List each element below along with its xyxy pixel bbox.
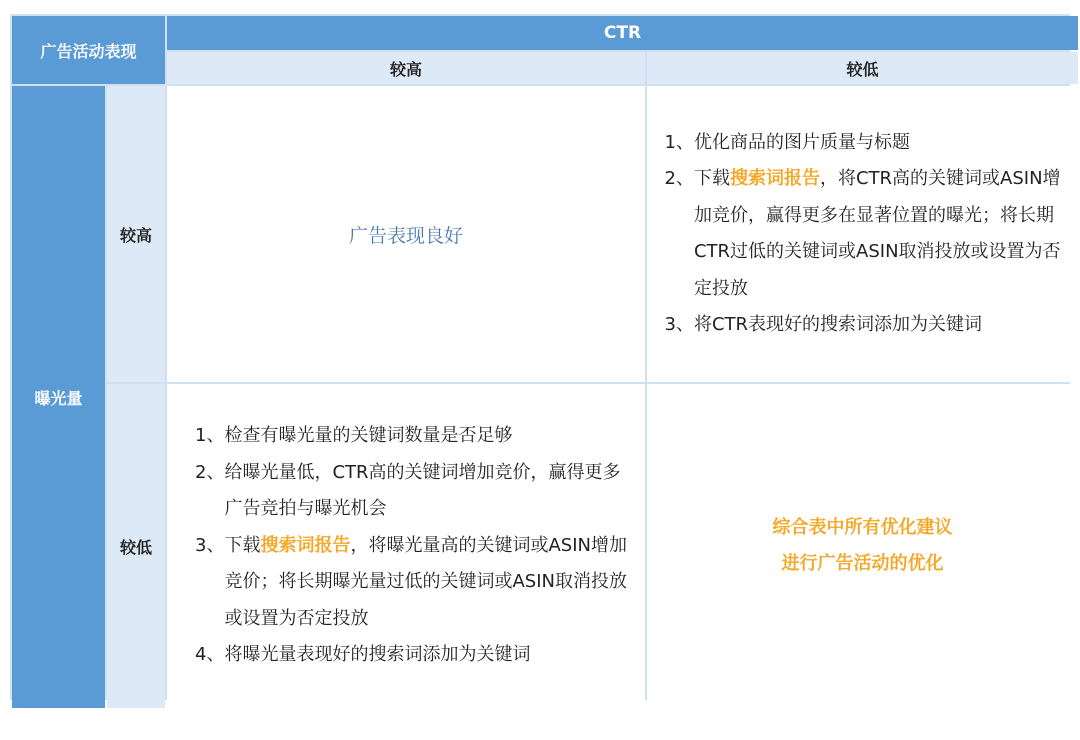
ctr-low-header: 较低 <box>647 52 1078 84</box>
highlighted-term: 搜索词报告 <box>729 168 820 189</box>
list-item <box>195 528 627 638</box>
exposure-header: 曝光量 <box>12 86 105 708</box>
list-item-text-segment: 下载 <box>224 534 261 556</box>
list-item-text-segment: 将CTR表现好的搜索词添加为关键词 <box>693 314 983 335</box>
list-item <box>665 125 1065 162</box>
list-item-text-segment: ，将曝光量高的关键词或ASIN增加竞价；将长期曝光量过低的关键词或ASIN取消投放或设置为否定投放 <box>224 534 627 629</box>
list-item-text-segment: ，将CTR高的关键词或ASIN增加竞价，赢得更多在显著位置的曝光；将长期CTR过低的关键词或ASIN取消投放或设置为否定投放 <box>693 168 1061 299</box>
list-item-number: 1、 <box>195 425 225 447</box>
list-item-text <box>694 161 1065 307</box>
list-item-number: 3、 <box>664 314 694 335</box>
ad-performance-matrix <box>10 14 1070 700</box>
summary-line-1: 综合表中所有优化建议 <box>772 517 953 538</box>
good-performance-text: 广告表现良好 <box>348 224 463 247</box>
list-item-number: 1、 <box>664 131 694 153</box>
list-item <box>665 161 1065 307</box>
list-item-number: 2、 <box>664 168 694 189</box>
list-item <box>195 455 627 528</box>
list-item-text-segment: 将曝光量表现好的搜索词添加为关键词 <box>224 644 531 666</box>
list-item-number: 2、 <box>195 461 225 483</box>
list-item-text <box>694 307 1065 344</box>
suggestion-list <box>195 418 627 674</box>
exposure-high-header: 较高 <box>107 86 165 382</box>
cell-low-exposure-low-ctr <box>647 384 1078 708</box>
cell-high-exposure-high-ctr <box>167 86 645 382</box>
cell-low-exposure-high-ctr <box>167 384 645 708</box>
ctr-high-header: 较高 <box>167 52 645 84</box>
list-item-text <box>224 418 627 455</box>
list-item-text <box>224 637 627 674</box>
corner-header: 广告活动表现 <box>12 16 165 84</box>
summary-text <box>773 510 953 582</box>
list-item-text-segment: 给曝光量低，CTR高的关键词增加竞价，赢得更多广告竞拍与曝光机会 <box>224 461 621 520</box>
list-item <box>665 307 1065 344</box>
list-item-text-segment: 下载 <box>693 168 730 189</box>
summary-line-2: 进行广告活动的优化 <box>781 553 944 574</box>
list-item-text <box>224 455 627 528</box>
cell-high-exposure-low-ctr <box>647 86 1078 382</box>
list-item <box>195 418 627 455</box>
list-item-text-segment: 优化商品的图片质量与标题 <box>693 131 910 153</box>
highlighted-term: 搜索词报告 <box>260 534 351 556</box>
list-item <box>195 637 627 674</box>
ctr-header: CTR <box>167 16 1078 50</box>
list-item-text <box>694 125 1065 162</box>
list-item-number: 3、 <box>195 534 225 556</box>
suggestion-list <box>665 125 1065 344</box>
list-item-number: 4、 <box>195 644 225 666</box>
exposure-low-header: 较低 <box>107 384 165 708</box>
list-item-text <box>224 528 627 638</box>
list-item-text-segment: 检查有曝光量的关键词数量是否足够 <box>224 425 513 447</box>
